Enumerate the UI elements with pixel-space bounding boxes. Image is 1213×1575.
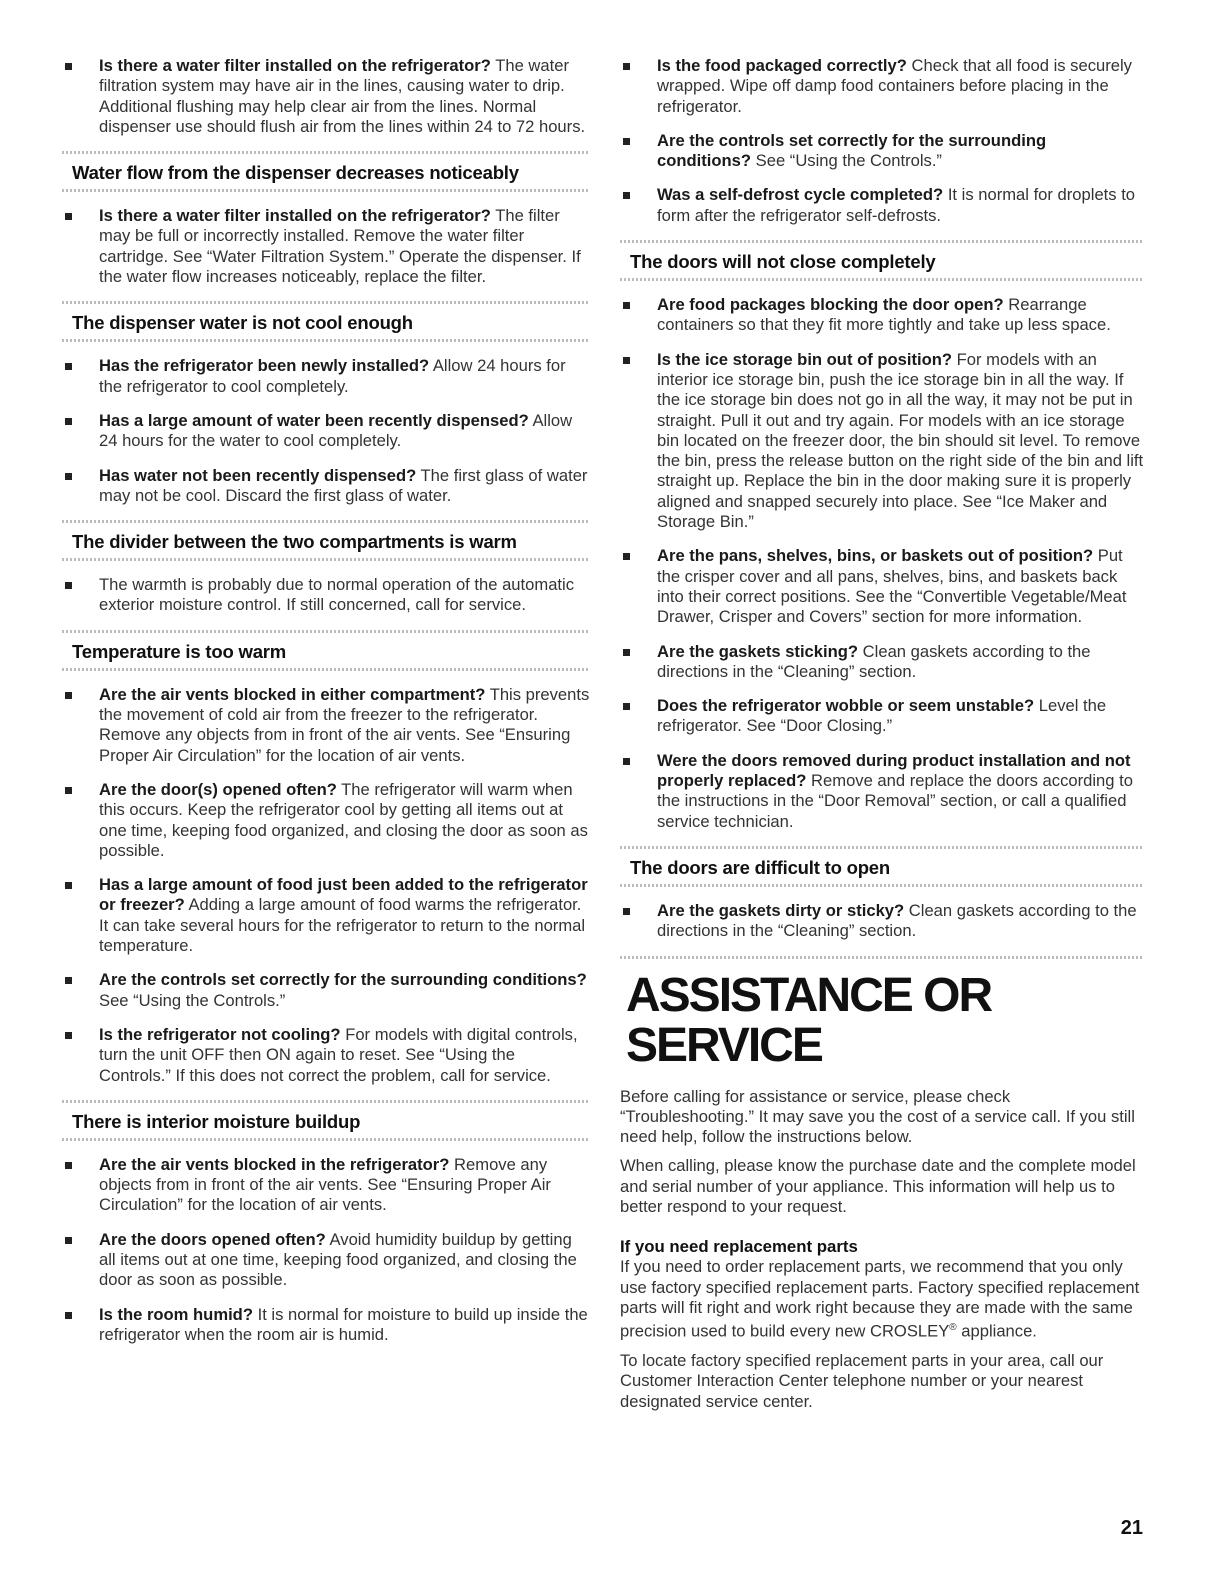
item-answer: Clean gaskets according to the directions in the “Cleaning” section.	[657, 641, 1091, 681]
troubleshoot-item	[62, 56, 590, 137]
item-answer: See “Using the Controls.”	[99, 990, 286, 1010]
bullet-icon	[65, 473, 72, 480]
item-answer: Remove and replace the doors according to the instructions in the “Door Removal” section, or call a qualified service technician.	[657, 771, 1133, 831]
para3-text-end: appliance.	[956, 1321, 1037, 1341]
item-answer: Check that all food is securely wrapped. Wipe off damp food containers before placing in the refrigerator.	[657, 56, 1132, 116]
section-heading: There is interior moisture buildup	[72, 1110, 361, 1132]
item-answer: Level the refrigerator. See “Door Closing.”	[657, 696, 1107, 736]
troubleshoot-item	[62, 356, 590, 397]
bullet-icon	[623, 649, 630, 656]
dotted-rule	[62, 1138, 590, 1141]
troubleshoot-item	[62, 411, 590, 452]
item-question: Is the food packaged correctly?	[657, 56, 907, 75]
item-question: Are the controls set correctly for the surrounding conditions?	[99, 970, 587, 990]
bullet-icon	[65, 63, 72, 70]
troubleshoot-section	[620, 846, 1144, 942]
right-intro-list	[620, 56, 1144, 226]
troubleshoot-item	[620, 751, 1144, 832]
bullet-icon	[65, 977, 72, 984]
troubleshoot-item	[62, 206, 590, 287]
item-question: Are the gaskets sticking?	[657, 641, 859, 661]
item-question: Is the ice storage bin out of position?	[657, 349, 953, 369]
item-answer: Remove any objects from in front of the air vents. See “Ensuring Proper Air Circulation” for the location of air vents.	[99, 1154, 551, 1215]
item-question: Is the refrigerator not cooling?	[99, 1024, 341, 1044]
dotted-rule	[62, 339, 590, 342]
bullet-icon	[623, 357, 630, 364]
troubleshoot-item	[620, 350, 1144, 533]
item-question: Are the doors opened often?	[99, 1229, 326, 1249]
item-question: Does the refrigerator wobble or seem unstable?	[657, 696, 1035, 716]
item-answer: Avoid humidity buildup by getting all items out at one time, keeping food organized, and closing the door as soon as possible.	[99, 1229, 577, 1290]
troubleshoot-item	[62, 685, 590, 766]
troubleshoot-item	[620, 131, 1144, 172]
bullet-icon	[65, 1032, 72, 1039]
troubleshoot-item	[620, 56, 1144, 117]
bullet-icon	[623, 553, 630, 560]
page-number: 21	[1120, 1517, 1143, 1539]
section-heading: The dispenser water is not cool enough	[72, 312, 413, 334]
bullet-icon	[65, 882, 72, 889]
item-question: Are the gaskets dirty or sticky?	[657, 900, 905, 920]
dotted-rule	[62, 189, 590, 192]
bullet-icon	[623, 908, 630, 915]
item-question: Has water not been recently dispensed?	[99, 465, 417, 485]
item-answer: It is normal for moisture to build up inside the refrigerator when the room air is humid.	[99, 1304, 588, 1344]
item-question: Are the pans, shelves, bins, or baskets out of position?	[657, 546, 1094, 566]
assistance-paragraph-4: To locate factory specified replacement parts in your area, call our Customer Interaction Center telephone number or your nearest designated service center.	[620, 1351, 1104, 1411]
item-question: Are food packages blocking the door open?	[657, 295, 1004, 315]
item-question: Are the air vents blocked in the refrigerator?	[99, 1154, 450, 1174]
bullet-icon	[65, 418, 72, 425]
bullet-icon	[623, 192, 630, 199]
section-heading: Water flow from the dispenser decreases noticeably	[72, 162, 519, 184]
bullet-icon	[623, 138, 630, 145]
item-answer: Clean gaskets according to the directions in the “Cleaning” section.	[657, 900, 1137, 941]
item-answer: For models with an interior ice storage bin, push the ice storage bin in all the way. If the ice storage bin does not go in all the way, it may not be put in straight. Pull it out and try again. For models with an ice storage bin located on the freezer door, the bin should sit level. To remove the bin, press the release button on the right side of the bin and lift straight up. Replace the bin in the door making sure it is properly aligned and snapped securely into place. See “Ice Maker and Storage Bin.”	[657, 349, 1144, 532]
item-answer: This prevents the movement of cold air from the freezer to the refrigerator. Remove any objects from in front of the air vents. See “Ensuring Proper Air Circulation” for the location of air vents.	[99, 684, 590, 765]
replacement-parts-heading: If you need replacement parts	[620, 1237, 858, 1257]
section-heading: The doors will not close completely	[630, 251, 936, 273]
dotted-rule	[620, 278, 1144, 281]
troubleshoot-item	[620, 185, 1144, 226]
troubleshoot-item	[620, 696, 1144, 737]
bullet-icon	[65, 692, 72, 699]
section-heading: The divider between the two compartments is warm	[72, 531, 517, 553]
section-heading: Temperature is too warm	[72, 640, 287, 662]
bullet-icon	[65, 213, 72, 220]
troubleshoot-item	[62, 1025, 590, 1086]
bullet-icon	[65, 1162, 72, 1169]
item-answer: Allow 24 hours for the refrigerator to cool completely.	[99, 356, 566, 396]
dotted-rule	[62, 558, 590, 561]
bullet-icon	[65, 582, 72, 589]
item-answer: The refrigerator will warm when this occurs. Keep the refrigerator cool by getting all items out at one time, keeping food organized, and closing the door as soon as possible.	[99, 779, 588, 860]
section-heading: The doors are difficult to open	[630, 856, 890, 878]
troubleshoot-section	[620, 240, 1144, 832]
troubleshoot-item	[620, 295, 1144, 336]
left-column	[62, 56, 590, 1359]
registered-mark: ®	[949, 1322, 957, 1334]
dotted-rule	[62, 668, 590, 671]
assistance-paragraph-2: When calling, please know the purchase date and the complete model and serial number of your appliance. This information will help us to better respond to your request.	[620, 1156, 1136, 1216]
dotted-rule	[620, 956, 1144, 959]
assistance-paragraph-3	[620, 1257, 1144, 1342]
item-question: Are the air vents blocked in either compartment?	[99, 684, 486, 704]
right-sections	[620, 240, 1144, 941]
troubleshoot-section	[62, 630, 590, 1086]
troubleshoot-section	[62, 1100, 590, 1345]
troubleshoot-item	[62, 1305, 590, 1346]
item-question: Is the room humid?	[99, 1304, 253, 1324]
item-answer: For models with digital controls, turn the unit OFF then ON again to reset. See “Using the Controls.” If this does not correct the problem, call for service.	[99, 1024, 578, 1085]
bullet-icon	[65, 787, 72, 794]
troubleshoot-section	[62, 520, 590, 616]
item-answer: The water filtration system may have air in the lines, causing water to drip. Additional flushing may help clear air from the lines. Normal dispenser use should flush air from the lines within 24 to 72 hours.	[99, 56, 586, 136]
troubleshoot-item	[620, 901, 1144, 942]
bullet-icon	[623, 302, 630, 309]
item-question: Is there a water filter installed on the refrigerator?	[99, 56, 491, 75]
item-answer: See “Using the Controls.”	[755, 151, 942, 171]
right-column	[620, 56, 1144, 1424]
troubleshoot-item	[62, 466, 590, 507]
item-answer: Rearrange containers so that they fit more tightly and take up less space.	[657, 295, 1111, 335]
bullet-icon	[623, 703, 630, 710]
troubleshoot-item	[620, 642, 1144, 683]
item-answer: The first glass of water may not be cool. Discard the first glass of water.	[99, 465, 588, 505]
bullet-icon	[65, 1312, 72, 1319]
assistance-title: ASSISTANCE OR SERVICE	[626, 968, 992, 1072]
item-question: Are the controls set correctly for the surrounding conditions?	[657, 130, 1047, 171]
assistance-section	[620, 956, 1144, 1412]
bullet-icon	[65, 363, 72, 370]
item-answer: Put the crisper cover and all pans, shelves, bins, and baskets back into their correct positions. See the “Convertible Vegetable/Meat Drawer, Crisper and Covers” section for more information.	[657, 546, 1127, 627]
para3-text: If you need to order replacement parts, we recommend that you only use factory specified replacement parts. Factory specified replacement parts will fit right and work right because they are made with the same precision used to build every new CROSLEY	[620, 1257, 1140, 1341]
bullet-icon	[65, 1237, 72, 1244]
item-question: Were the doors removed during product installation and not properly replaced?	[657, 750, 1131, 791]
item-question: Is there a water filter installed on the refrigerator?	[99, 206, 491, 226]
bullet-icon	[623, 758, 630, 765]
troubleshoot-item	[62, 970, 590, 1011]
troubleshoot-item	[620, 546, 1144, 627]
troubleshoot-item	[62, 575, 590, 616]
item-answer: The warmth is probably due to normal operation of the automatic exterior moisture control. If still concerned, call for service.	[99, 575, 575, 615]
troubleshoot-item	[62, 1155, 590, 1216]
item-answer: It is normal for droplets to form after the refrigerator self-defrosts.	[657, 185, 1136, 225]
item-answer: The filter may be full or incorrectly installed. Remove the water filter cartridge. See “Water Filtration System.” Operate the dispenser. If the water flow increases noticeably, replace the filter.	[99, 206, 581, 287]
item-question: Has a large amount of water been recently dispensed?	[99, 410, 529, 430]
item-answer: Adding a large amount of food warms the refrigerator. It can take several hours for the refrigerator to return to the normal temperature.	[99, 895, 586, 956]
item-question: Are the door(s) opened often?	[99, 779, 337, 799]
item-question: Has the refrigerator been newly installed?	[99, 356, 430, 376]
troubleshoot-section	[62, 151, 590, 287]
item-question: Has a large amount of food just been added to the refrigerator or freezer?	[99, 875, 588, 915]
dotted-rule	[620, 884, 1144, 887]
troubleshoot-item	[62, 875, 590, 956]
item-answer: Allow 24 hours for the water to cool completely.	[99, 410, 573, 451]
troubleshoot-item	[62, 1230, 590, 1291]
troubleshoot-item	[62, 780, 590, 861]
bullet-icon	[623, 63, 630, 70]
assistance-paragraph-1: Before calling for assistance or service, please check “Troubleshooting.” It may save you the cost of a service call. If you still need help, follow the instructions below.	[620, 1086, 1135, 1147]
item-question: Was a self-defrost cycle completed?	[657, 185, 944, 205]
troubleshoot-section	[62, 301, 590, 506]
